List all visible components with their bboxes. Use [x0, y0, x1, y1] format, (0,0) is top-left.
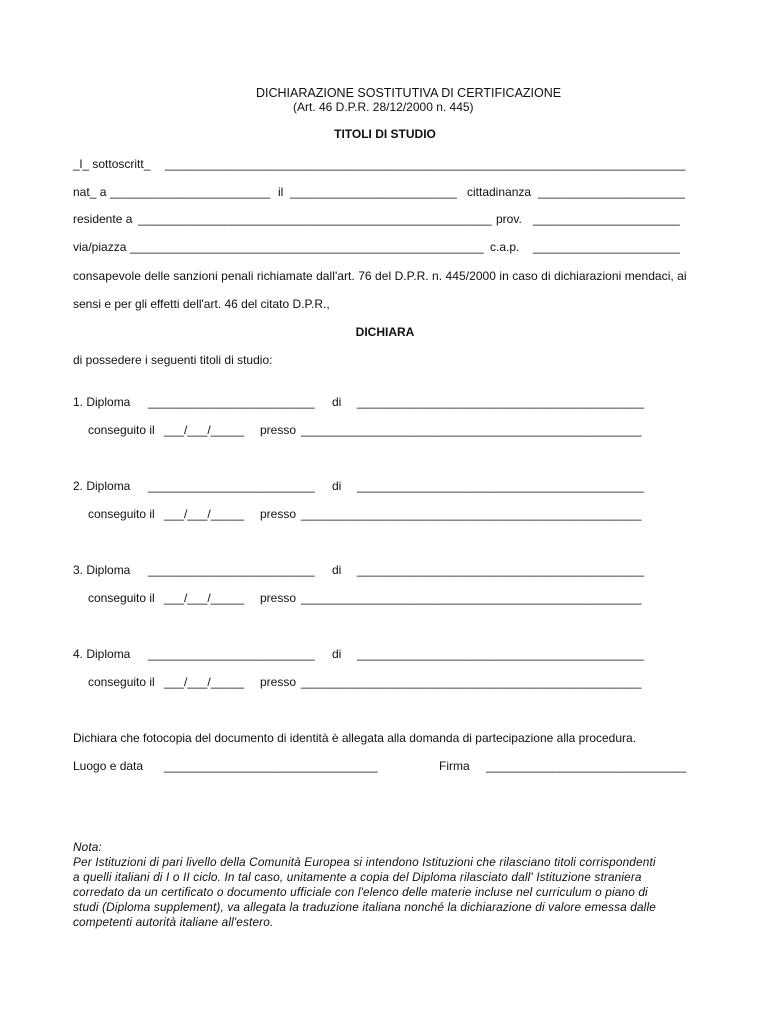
prov-label: prov. [496, 212, 522, 226]
possedere-text: di possedere i seguenti titoli di studio: [73, 353, 273, 367]
diploma-3-di-field[interactable]: ___________________________________________ [357, 563, 644, 577]
nota-heading: Nota: [73, 840, 102, 854]
cap-label: c.a.p. [490, 240, 520, 254]
diploma-2-presso-label: presso [260, 507, 297, 521]
document-title: DICHIARAZIONE SOSTITUTIVA DI CERTIFICAZIONE [256, 86, 562, 100]
diploma-4-date-field[interactable]: ___/___/_____ [164, 675, 245, 689]
nota-line: corredato da un certificato o documento ufficiale con l'elenco delle materie incluse nel curriculum o piano di [73, 885, 648, 899]
intro-line-2: sensi e per gli effetti dell'art. 46 del citato D.P.R., [73, 297, 330, 311]
nota-line: competenti autorità italiane all'estero. [73, 915, 274, 929]
luogo-data-field[interactable]: ________________________________ [164, 759, 378, 773]
residente-label: residente a [73, 212, 133, 226]
diploma-2-conseguito-label: conseguito il [88, 507, 155, 521]
firma-label: Firma [439, 759, 470, 773]
diploma-1-presso-field[interactable]: ___________________________________________________ [301, 423, 642, 437]
diploma-1-conseguito-label: conseguito il [88, 423, 155, 437]
nota-line: Per Istituzioni di pari livello della Comunità Europea si intendono Istituzioni che rilasciano titoli corrispondenti [73, 855, 656, 869]
diploma-2-date-field[interactable]: ___/___/_____ [164, 507, 245, 521]
dichiara-heading: DICHIARA [355, 325, 415, 339]
via-piazza-field[interactable]: _____________________________________________________ [130, 240, 484, 254]
diploma-1-field[interactable]: _________________________ [148, 395, 315, 409]
cittadinanza-label: cittadinanza [467, 185, 532, 199]
sottoscritto-field[interactable]: ______________________________________________________________________________ [165, 157, 686, 171]
luogo-data-label: Luogo e data [73, 759, 144, 773]
document-subtitle: (Art. 46 D.P.R. 28/12/2000 n. 445) [293, 100, 474, 114]
diploma-2-di-field[interactable]: ___________________________________________ [357, 479, 644, 493]
diploma-3-field[interactable]: _________________________ [148, 563, 315, 577]
prov-field[interactable]: ______________________ [533, 212, 680, 226]
diploma-4-presso-field[interactable]: ___________________________________________________ [301, 675, 642, 689]
firma-field[interactable]: ______________________________ [486, 759, 687, 773]
diploma-3-di-label: di [332, 563, 342, 577]
residente-field[interactable]: _____________________________________________________ [138, 212, 492, 226]
diploma-2-presso-field[interactable]: ___________________________________________________ [301, 507, 642, 521]
cittadinanza-field[interactable]: ______________________ [538, 185, 685, 199]
via-piazza-label: via/piazza [73, 240, 127, 254]
section-title: TITOLI DI STUDIO [334, 127, 436, 141]
nota-block [73, 840, 703, 930]
nato-a-label: nat_ a [73, 185, 107, 199]
nota-line: studi (Diploma supplement), va allegata la traduzione italiana nonché la dichiarazione di valore emessa dalle [73, 900, 656, 914]
diploma-1-di-label: di [332, 395, 342, 409]
diploma-2-label: 2. Diploma [73, 479, 131, 493]
diploma-3-label: 3. Diploma [73, 563, 131, 577]
diploma-4-label: 4. Diploma [73, 647, 131, 661]
diploma-1-di-field[interactable]: ___________________________________________ [357, 395, 644, 409]
diploma-1-label: 1. Diploma [73, 395, 131, 409]
diploma-3-date-field[interactable]: ___/___/_____ [164, 591, 245, 605]
diploma-1-date-field[interactable]: ___/___/_____ [164, 423, 245, 437]
diploma-4-presso-label: presso [260, 675, 297, 689]
nato-il-field[interactable]: _________________________ [290, 185, 457, 199]
nota-line: a quelli italiani di I o II ciclo. In tal caso, unitamente a copia del Diploma rilasciato dall' Istituzione straniera [73, 870, 642, 884]
diploma-4-di-field[interactable]: ___________________________________________ [357, 647, 644, 661]
fotocopia-statement: Dichiara che fotocopia del documento di identità è allegata alla domanda di partecipazione alla procedura. [73, 731, 637, 745]
diploma-4-conseguito-label: conseguito il [88, 675, 155, 689]
diploma-4-field[interactable]: _________________________ [148, 647, 315, 661]
diploma-3-presso-label: presso [260, 591, 297, 605]
nato-il-label: il [278, 185, 284, 199]
nato-a-field[interactable]: ________________________ [110, 185, 271, 199]
diploma-4-di-label: di [332, 647, 342, 661]
diploma-2-di-label: di [332, 479, 342, 493]
sottoscritto-label: _l_ sottoscritt_ [73, 157, 151, 171]
diploma-3-conseguito-label: conseguito il [88, 591, 155, 605]
diploma-3-presso-field[interactable]: ___________________________________________________ [301, 591, 642, 605]
diploma-2-field[interactable]: _________________________ [148, 479, 315, 493]
cap-field[interactable]: ______________________ [533, 240, 680, 254]
diploma-1-presso-label: presso [260, 423, 297, 437]
intro-line-1: consapevole delle sanzioni penali richiamate dall'art. 76 del D.P.R. n. 445/2000 in caso di dichiarazioni mendaci, ai [73, 269, 687, 283]
